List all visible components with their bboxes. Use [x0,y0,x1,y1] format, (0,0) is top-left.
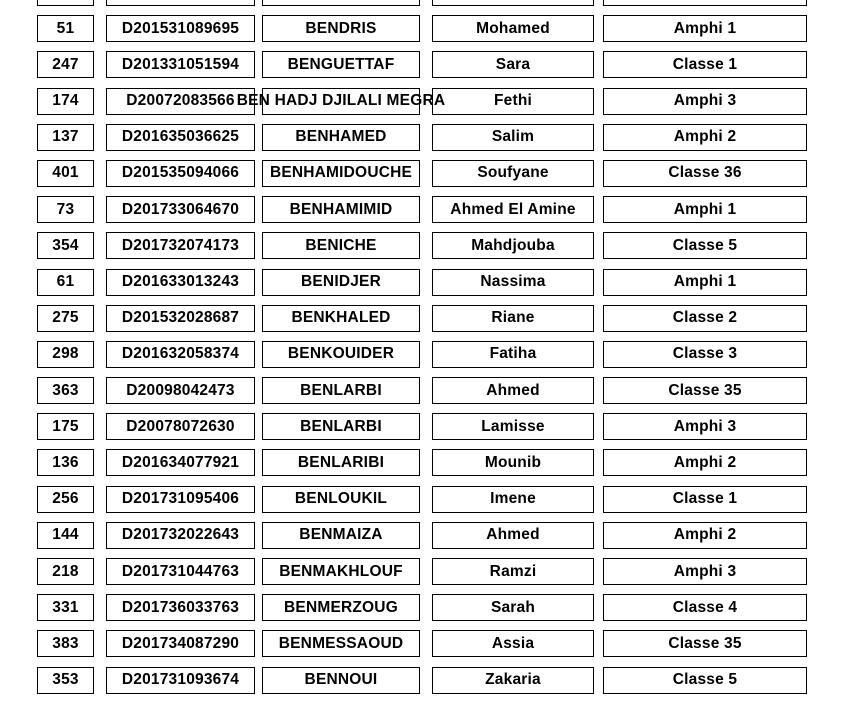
registration-id-cell: D201732022643 [106,522,255,549]
table-row [0,486,845,522]
table-row [0,88,845,124]
last-name-cell: BENKOUIDER [262,341,420,368]
last-name-cell: BENMERZOUG [262,594,420,621]
order-number-cell: 383 [37,630,94,657]
registration-id-cell: D201734087290 [106,630,255,657]
last-name-cell: BENHAMED [262,124,420,151]
order-number-cell: 247 [37,51,94,78]
registration-id-cell: D201731044763 [106,558,255,585]
order-number-cell: 275 [37,305,94,332]
table-row [0,558,845,594]
order-number-cell: 73 [37,196,94,223]
room-cell: Amphi 2 [603,522,807,549]
registration-id-cell: D201632058374 [106,341,255,368]
last-name-cell: BENKHALED [262,305,420,332]
room-cell [603,0,807,6]
first-name-cell [432,0,594,6]
room-cell: Classe 3 [603,341,807,368]
registration-id-cell: D20078072630 [106,413,255,440]
registration-id-cell: D201732074173 [106,232,255,259]
first-name-cell: Ramzi [432,558,594,585]
room-cell: Classe 1 [603,51,807,78]
table-row [0,594,845,630]
last-name-cell: BENHAMIMID [262,196,420,223]
first-name-cell: Salim [432,124,594,151]
room-cell: Classe 35 [603,377,807,404]
order-number-cell: 175 [37,413,94,440]
room-cell: Classe 5 [603,667,807,694]
room-cell: Classe 36 [603,160,807,187]
last-name-cell: BENMAKHLOUF [262,558,420,585]
registration-id-cell: D201736033763 [106,594,255,621]
table-row [0,667,845,703]
order-number-cell: 401 [37,160,94,187]
first-name-cell: Ahmed [432,377,594,404]
last-name-cell: BEN HADJ DJILALI MEGRA [262,88,420,115]
table-row [0,15,845,51]
table-row [0,630,845,666]
last-name-cell: BENIDJER [262,269,420,296]
first-name-cell: Ahmed [432,522,594,549]
room-cell: Amphi 1 [603,269,807,296]
room-cell: Amphi 2 [603,124,807,151]
first-name-cell: Lamisse [432,413,594,440]
room-cell: Classe 5 [603,232,807,259]
order-number-cell: 331 [37,594,94,621]
table-row [0,232,845,268]
registration-id-cell: D201331051594 [106,51,255,78]
order-number-cell: 256 [37,486,94,513]
first-name-cell: Mahdjouba [432,232,594,259]
order-number-cell: 51 [37,15,94,42]
room-cell: Classe 4 [603,594,807,621]
table-row [0,449,845,485]
order-number-cell: 218 [37,558,94,585]
first-name-cell: Mohamed [432,15,594,42]
last-name-cell: BENMESSAOUD [262,630,420,657]
last-name-cell: BENHAMIDOUCHE [262,160,420,187]
order-number-cell: 354 [37,232,94,259]
last-name-cell: BENMAIZA [262,522,420,549]
room-cell: Amphi 3 [603,558,807,585]
registration-id-cell: D201531089695 [106,15,255,42]
registration-id-cell: D201731093674 [106,667,255,694]
registration-id-cell: D201635036625 [106,124,255,151]
table-row [0,196,845,232]
room-cell: Amphi 3 [603,413,807,440]
table-row [0,0,845,15]
first-name-cell: Soufyane [432,160,594,187]
order-number-cell: 298 [37,341,94,368]
table-row [0,124,845,160]
table-row [0,377,845,413]
last-name-cell: BENDRIS [262,15,420,42]
first-name-cell: Zakaria [432,667,594,694]
order-number-cell: 174 [37,88,94,115]
registration-id-cell: D201532028687 [106,305,255,332]
room-cell: Amphi 1 [603,15,807,42]
last-name-cell: BENLARBI [262,377,420,404]
last-name-cell: BENLARIBI [262,449,420,476]
order-number-cell [37,0,94,6]
first-name-cell: Sarah [432,594,594,621]
first-name-cell: Nassima [432,269,594,296]
room-cell: Classe 1 [603,486,807,513]
table-row [0,160,845,196]
registration-id-cell: D20098042473 [106,377,255,404]
registration-id-cell: D201733064670 [106,196,255,223]
last-name-cell: BENLOUKIL [262,486,420,513]
table-row [0,305,845,341]
last-name-cell: BENLARBI [262,413,420,440]
order-number-cell: 353 [37,667,94,694]
registration-id-cell: D201634077921 [106,449,255,476]
registration-id-cell: D201731095406 [106,486,255,513]
order-number-cell: 61 [37,269,94,296]
order-number-cell: 363 [37,377,94,404]
last-name-cell: BENICHE [262,232,420,259]
last-name-cell [262,0,420,6]
first-name-cell: Fethi [432,88,594,115]
order-number-cell: 136 [37,449,94,476]
table-row [0,269,845,305]
last-name-cell: BENGUETTAF [262,51,420,78]
first-name-cell: Assia [432,630,594,657]
first-name-cell: Imene [432,486,594,513]
room-cell: Classe 2 [603,305,807,332]
first-name-cell: Sara [432,51,594,78]
room-cell: Amphi 1 [603,196,807,223]
first-name-cell: Mounib [432,449,594,476]
room-cell: Amphi 2 [603,449,807,476]
first-name-cell: Fatiha [432,341,594,368]
registration-id-cell: D201633013243 [106,269,255,296]
room-cell: Amphi 3 [603,88,807,115]
first-name-cell: Riane [432,305,594,332]
last-name-cell: BENNOUI [262,667,420,694]
order-number-cell: 144 [37,522,94,549]
registration-id-cell: D20072083566 [106,88,255,115]
first-name-cell: Ahmed El Amine [432,196,594,223]
table-row [0,413,845,449]
room-cell: Classe 35 [603,630,807,657]
table-row [0,51,845,87]
order-number-cell: 137 [37,124,94,151]
table-row [0,341,845,377]
registration-id-cell: D201535094066 [106,160,255,187]
registration-id-cell [106,0,255,6]
table-row [0,522,845,558]
